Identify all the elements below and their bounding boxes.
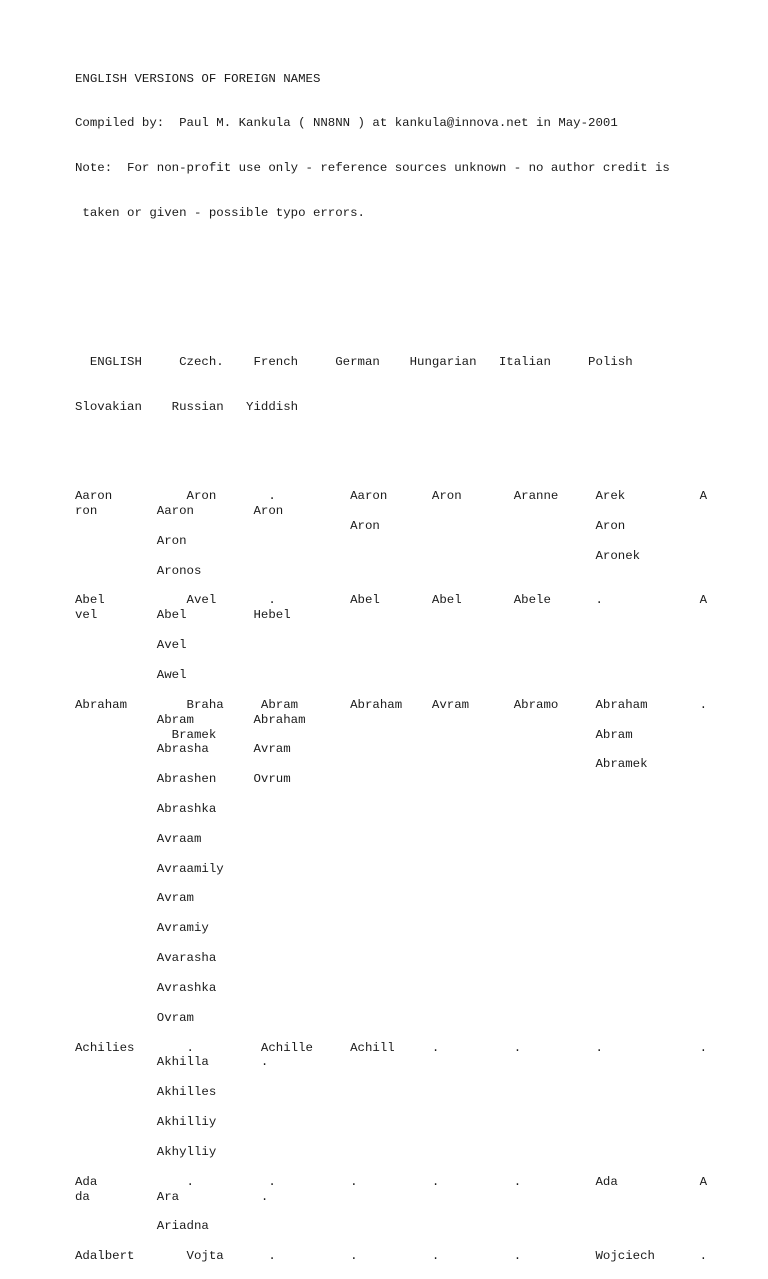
entry-line: Aaron Aron . Aaron Aron Aranne Arek A [75,489,708,503]
spacer-line [75,1234,707,1249]
entry-line [75,996,707,1011]
name-entry [75,1249,707,1264]
entry-line: Aron Aron [75,518,626,533]
entry-line [75,817,707,832]
name-entry [75,1175,707,1235]
name-entries [75,474,707,1264]
column-header-row-1: ENGLISH Czech. French German Hungarian Italian Polish [75,354,633,369]
entry-line: Avrashka [75,980,217,995]
entry-line: Avraamily [75,861,224,876]
entry-line: Adalbert Vojta . . . . Wojciech . [75,1249,708,1264]
names-document [75,12,707,1279]
entry-line: Bramek Abram [75,727,633,742]
name-entry [75,698,707,1026]
spacer-line [75,683,707,698]
entry-line [75,906,707,921]
entry-line [75,847,707,862]
entry-line [75,1130,707,1145]
entry-line [75,1100,707,1115]
name-entry [75,1041,707,1160]
entry-line: Akhilla . [75,1055,269,1070]
entry-line: Ada . . . . . Ada A [75,1174,708,1189]
name-entry [75,593,707,682]
entry-line [75,1205,707,1220]
entry-line [75,966,707,981]
entry-line: Akhylliy [75,1144,217,1159]
entry-line: Ariadna [75,1219,209,1234]
entry-line: Avram [75,891,194,906]
document-title: ENGLISH VERSIONS OF FOREIGN NAMES [75,71,321,86]
spacer-line [75,578,707,593]
entry-line: Abram Abraham [75,712,306,727]
spacer-line [75,474,707,489]
entry-line: Awel [75,667,187,682]
column-header-row-2: Slovakian Russian Yiddish [75,399,299,414]
spacer-line [75,1160,707,1175]
entry-line: Akhilles [75,1085,217,1100]
entry-line: Abrasha Avram [75,742,291,757]
entry-line [75,787,707,802]
entry-line: Achilies . Achille Achill . . . . [75,1040,708,1055]
name-entry [75,489,707,578]
entry-line: vel Abel Hebel [75,608,291,623]
document-header [75,42,707,251]
spacer-line [75,1026,707,1041]
entry-line: Aronek [75,548,641,563]
entry-line: Aron [75,533,187,548]
entry-line: Abramek [75,757,648,772]
compiled-by-line: Compiled by: Paul M. Kankula ( NN8NN ) at kankula@innova.net in May-2001 [75,116,618,131]
note-continuation-line: taken or given - possible typo errors. [75,205,365,220]
column-headers [75,325,707,444]
note-line: Note: For non-profit use only - reference sources unknown - no author credit is [75,161,670,176]
entry-line: Abraham Braha Abram Abraham Avram Abramo Abraham . [75,697,708,712]
entry-line: ron Aaron Aron [75,503,284,518]
entry-line [75,877,707,892]
entry-line [75,936,707,951]
entry-line: Abrashen Ovrum [75,772,291,787]
entry-line: Avel [75,638,187,653]
entry-line [75,623,707,638]
entry-line: Abel Avel . Abel Abel Abele . A [75,593,708,608]
entry-line [75,653,707,668]
entry-line: Akhilliy [75,1115,217,1130]
entry-line: da Ara . [75,1189,269,1204]
entry-line [75,1070,707,1085]
spacer-line [75,280,707,295]
entry-line: Avarasha [75,951,217,966]
entry-line: Ovram [75,1010,194,1025]
entry-line: Avramiy [75,921,209,936]
entry-line: Aronos [75,563,202,578]
entry-line: Abrashka [75,802,217,817]
entry-line: Avraam [75,831,202,846]
